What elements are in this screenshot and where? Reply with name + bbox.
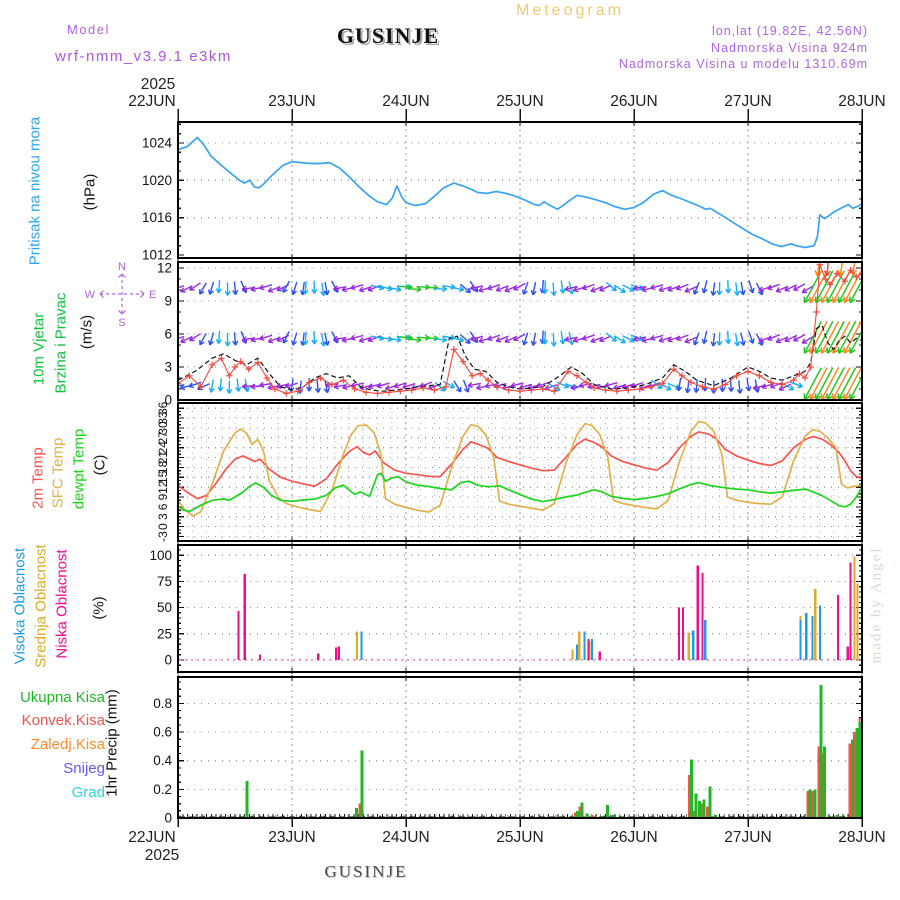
- cloud-bar-niska: [701, 573, 703, 660]
- precip-bar-konvek: [817, 746, 819, 818]
- svg-text:24: 24: [156, 441, 171, 455]
- svg-text:1024: 1024: [141, 135, 172, 151]
- precip-legend-item: Ukupna Kisa: [19, 689, 105, 706]
- cloud-bar-srednja: [356, 632, 358, 660]
- watermark: made by Angel: [868, 546, 885, 664]
- svg-text:18: 18: [156, 460, 171, 475]
- cloud-bar-niska: [682, 608, 684, 660]
- svg-text:75: 75: [156, 573, 172, 589]
- svg-text:0.8: 0.8: [153, 695, 172, 711]
- precip-bar-ukupna: [361, 751, 364, 818]
- cloud-bar-srednja: [571, 650, 573, 661]
- pressure-ylabel: (hPa): [81, 173, 99, 211]
- cloud-bar-niska: [847, 646, 849, 660]
- svg-text:23JUN: 23JUN: [268, 829, 316, 846]
- temperature-ylabel: 2m Temp: [29, 447, 47, 509]
- elevation-text: Nadmorska Visina 924m: [711, 40, 868, 55]
- svg-text:1012: 1012: [141, 247, 172, 263]
- svg-text:-3: -3: [155, 531, 170, 542]
- precip-bar-ukupna: [823, 746, 826, 818]
- cloud-bar-srednja: [688, 633, 690, 660]
- cloud-bar-visoka: [704, 620, 706, 660]
- cloud-bar-niska: [678, 608, 680, 660]
- svg-text:12: 12: [156, 260, 172, 276]
- precip-bar-ukupna: [703, 799, 706, 818]
- cloud-ylabel: Srednja Oblacnost: [32, 544, 50, 668]
- svg-text:28JUN: 28JUN: [838, 829, 886, 846]
- svg-text:0: 0: [164, 810, 172, 826]
- precip-panel: [178, 675, 862, 820]
- cloud-bar-visoka: [576, 644, 578, 660]
- precip-bar-ukupna: [581, 802, 584, 818]
- precip-bar-konvek: [706, 807, 708, 819]
- svg-text:3: 3: [156, 513, 171, 521]
- svg-text:S: S: [118, 317, 126, 329]
- temperature-ylabel: dewpt Temp: [70, 428, 88, 510]
- cloud-bar-visoka: [805, 613, 807, 660]
- svg-text:0: 0: [164, 392, 172, 408]
- model-label: Model: [67, 22, 110, 37]
- footer-station: GUSINJE: [324, 862, 408, 881]
- precip-bar-ukupna: [813, 789, 816, 818]
- svg-text:6: 6: [155, 503, 170, 511]
- precip-bar-ukupna: [820, 685, 823, 818]
- precip-bar-ukupna: [606, 805, 609, 818]
- station-title: GUSINJE: [336, 23, 440, 48]
- svg-text:1016: 1016: [141, 210, 172, 226]
- svg-text:E: E: [149, 289, 157, 301]
- svg-text:27JUN: 27JUN: [724, 829, 772, 846]
- svg-text:3: 3: [164, 359, 172, 375]
- precip-bar-ukupna: [856, 728, 859, 818]
- svg-text:36: 36: [155, 401, 170, 415]
- svg-text:27: 27: [156, 431, 171, 445]
- cloud-bar-niska: [317, 654, 319, 660]
- svg-text:1020: 1020: [141, 172, 172, 188]
- svg-text:2025: 2025: [144, 847, 180, 864]
- cloud-bar-visoka: [819, 606, 821, 660]
- precip-bar-ukupna: [246, 781, 249, 818]
- precip-bar-ukupna: [698, 801, 701, 818]
- svg-text:24JUN: 24JUN: [382, 829, 430, 846]
- cloud-bar-niska: [338, 646, 340, 660]
- precip-legend-item: Grad: [71, 784, 105, 801]
- precip-bar-ukupna: [809, 789, 812, 818]
- svg-text:W: W: [84, 289, 95, 301]
- svg-text:30: 30: [155, 421, 170, 435]
- temperature-ylabel: (C): [91, 454, 109, 476]
- cloud-bar-visoka: [692, 631, 694, 660]
- cloud-bar-visoka: [799, 620, 801, 660]
- cloud-bar-srednja: [856, 584, 858, 660]
- svg-text:28JUN: 28JUN: [838, 93, 886, 110]
- precip-bar-konvek: [358, 804, 360, 818]
- temperature-ylabel: SFC Temp: [49, 437, 67, 509]
- cloud-bar-srednja: [814, 589, 816, 660]
- cloud-bar-niska: [237, 611, 239, 660]
- precip-legend-item: Snijeg: [63, 760, 105, 777]
- precip-bar-ukupna: [576, 811, 579, 818]
- svg-text:23JUN: 23JUN: [268, 93, 316, 110]
- cloud-bar-visoka: [591, 639, 593, 660]
- svg-text:2025: 2025: [140, 76, 176, 93]
- model-elevation-text: Nadmorska Visina u modelu 1310.69m: [618, 57, 868, 71]
- svg-text:21: 21: [155, 450, 170, 465]
- svg-text:0.6: 0.6: [153, 724, 172, 740]
- cloud-bar-niska: [850, 563, 852, 660]
- svg-text:27JUN: 27JUN: [724, 93, 772, 110]
- cloud-bar-srednja: [853, 556, 855, 660]
- temperature-panel: [178, 401, 862, 543]
- svg-text:26JUN: 26JUN: [610, 93, 658, 110]
- precip-legend-item: Konvek.Kisa: [21, 712, 105, 729]
- pressure-panel: [178, 120, 862, 260]
- lonlat-text: lon,lat (19.82E, 42.56N): [711, 24, 868, 38]
- wind-ylabel: (m/s): [78, 314, 96, 350]
- svg-text:12: 12: [155, 480, 170, 494]
- svg-text:25: 25: [156, 626, 172, 642]
- svg-text:N: N: [118, 261, 126, 273]
- cloud-bar-visoka: [583, 632, 585, 660]
- cloud-bar-srednja: [578, 632, 580, 660]
- svg-text:9: 9: [156, 493, 171, 501]
- wind-ylabel: Brzina i Pravac: [52, 292, 70, 394]
- cloud-ylabel: (%): [90, 596, 108, 620]
- pressure-ylabel: Pritisak na nivou mora: [26, 116, 44, 266]
- precip-bar-ukupna: [851, 739, 854, 818]
- svg-text:22JUN: 22JUN: [128, 93, 176, 110]
- svg-text:0.2: 0.2: [153, 781, 172, 797]
- wind-ylabel: 10m Vjetar: [30, 312, 48, 386]
- cloud-bar-niska: [335, 647, 337, 660]
- precip-bar-konvek: [688, 775, 690, 818]
- svg-text:22JUN: 22JUN: [128, 829, 176, 846]
- precip-bar-konvek: [806, 791, 808, 818]
- cloud-bar-niska: [259, 655, 261, 660]
- cloud-bar-visoka: [811, 616, 813, 660]
- svg-text:50: 50: [156, 600, 172, 616]
- precip-bar-konvek: [849, 744, 851, 818]
- precip-bar-ukupna: [690, 759, 693, 818]
- cloud-ylabel: Visoka Oblacnost: [11, 547, 29, 665]
- svg-text:100: 100: [149, 547, 172, 563]
- precip-legend-item: Zaledj.Kisa: [30, 736, 105, 753]
- wind-panel: [172, 258, 867, 402]
- svg-text:9: 9: [164, 293, 172, 309]
- cloud-panel: [178, 543, 862, 674]
- precip-bar-ukupna: [695, 794, 698, 818]
- svg-text:25JUN: 25JUN: [496, 93, 544, 110]
- app-title: Meteogram: [516, 2, 624, 19]
- precip-bar-ukupna: [355, 808, 358, 818]
- cloud-bar-niska: [599, 652, 601, 660]
- svg-text:24JUN: 24JUN: [382, 93, 430, 110]
- cloud-ylabel: Niska Oblacnost: [53, 549, 71, 659]
- cloud-bar-niska: [244, 574, 246, 660]
- svg-text:15: 15: [155, 470, 170, 484]
- cloud-bar-visoka: [361, 632, 363, 660]
- precip-ylabel: 1hr Precip (mm): [103, 689, 121, 797]
- cloud-bar-niska: [837, 595, 839, 660]
- svg-text:6: 6: [164, 326, 172, 342]
- cloud-bar-niska: [697, 566, 699, 660]
- model-name: wrf-nmm_v3.9.1 e3km: [55, 48, 232, 65]
- precip-bar-ukupna: [708, 787, 711, 819]
- svg-text:33: 33: [156, 411, 171, 425]
- cloud-bar-niska: [587, 639, 589, 660]
- svg-text:0: 0: [156, 523, 171, 530]
- svg-text:0: 0: [164, 652, 172, 668]
- svg-text:26JUN: 26JUN: [610, 829, 658, 846]
- svg-text:0.4: 0.4: [153, 753, 172, 769]
- svg-text:25JUN: 25JUN: [496, 829, 544, 846]
